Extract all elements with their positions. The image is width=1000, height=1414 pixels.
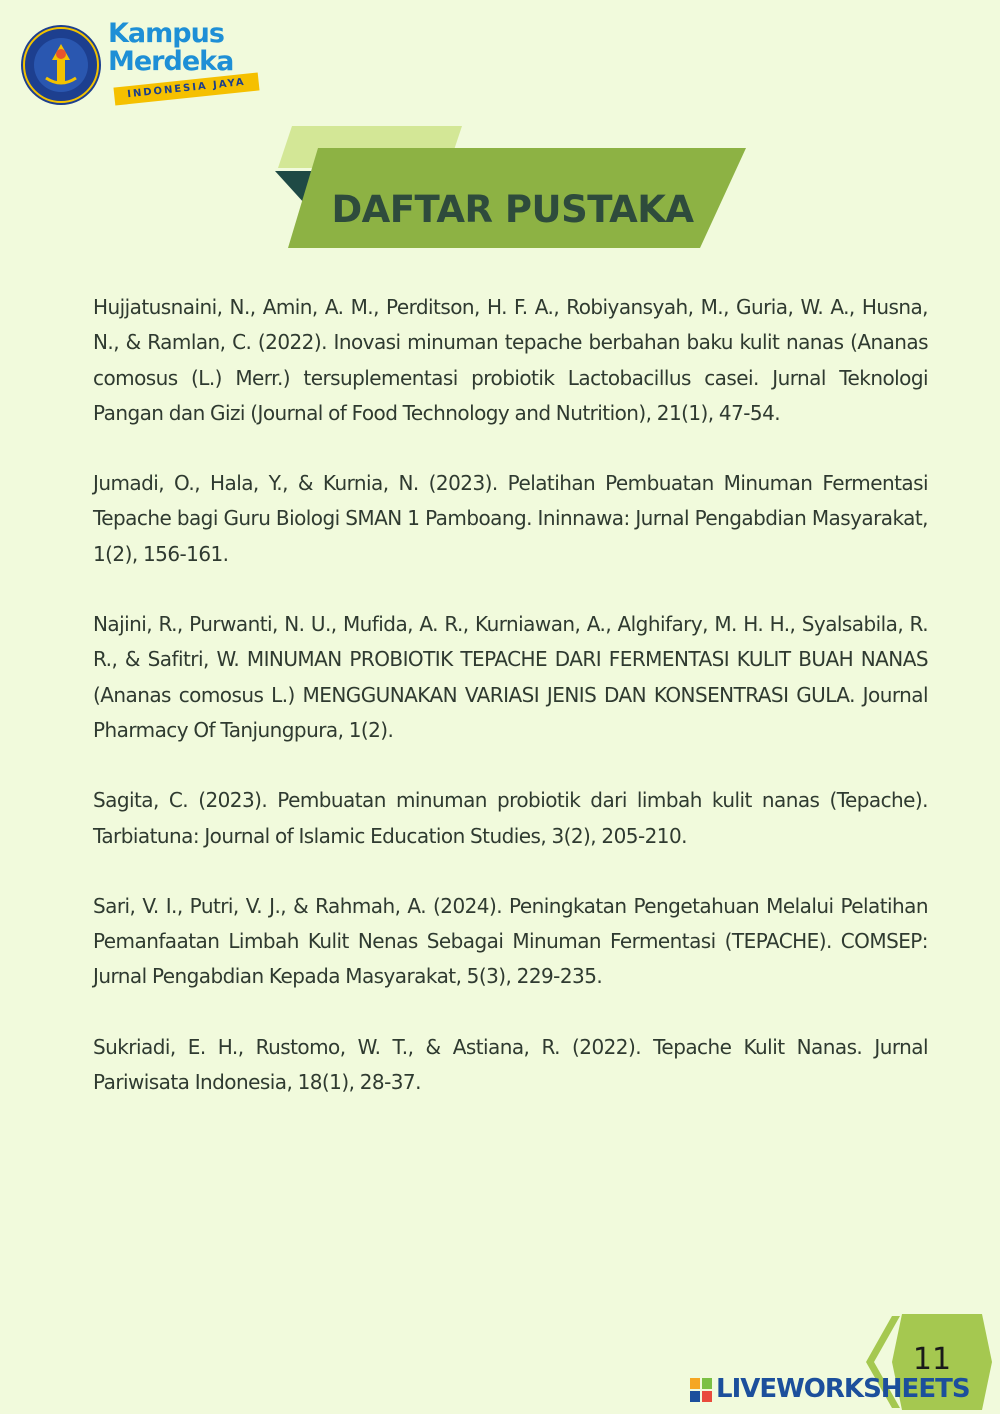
reference-item: Sukriadi, E. H., Rustomo, W. T., & Astiana, R. (2022). Tepache Kulit Nanas. Jurnal Pariwisata Indonesia, 18(1), 28-37. bbox=[93, 1034, 928, 1095]
liveworksheets-icon bbox=[690, 1378, 712, 1402]
page-title: DAFTAR PUSTAKA bbox=[331, 188, 694, 231]
reference-item: Najini, R., Purwanti, N. U., Mufida, A. R., Kurniawan, A., Alghifary, M. H. H., Syalsabila, R. R., & Safitri, W. MINUMAN PROBIOTIK TEPACHE DARI FERMENTASI KULIT BUAH NANAS (Ananas comosus L.) MENGGUNAKAN VARIASI JENIS DAN KONSENTRASI GULA. Journal Pharmacy Of Tanjungpura, 1(2). bbox=[93, 612, 928, 742]
university-seal-icon bbox=[20, 24, 102, 106]
header-logos bbox=[20, 18, 270, 108]
liveworksheets-text: LIVEWORKSHEETS bbox=[716, 1374, 970, 1404]
logo-tagline: INDONESIA JAYA bbox=[113, 72, 259, 105]
reference-item: Sari, V. I., Putri, V. J., & Rahmah, A. (2024). Peningkatan Pengetahuan Melalui Pelatihan Pemanfaatan Limbah Kulit Nenas Sebagai Minuman Fermentasi (TEPACHE). COMSEP: Jurnal Pengabdian Kepada Masyarakat, 5(3), 229-235. bbox=[93, 893, 928, 989]
title-banner bbox=[270, 126, 750, 251]
page-number: 11 bbox=[912, 1342, 952, 1377]
reference-list bbox=[93, 290, 928, 1135]
reference-item: Jumadi, O., Hala, Y., & Kurnia, N. (2023). Pelatihan Pembuatan Minuman Fermentasi Tepache bagi Guru Biologi SMAN 1 Pamboang. Ininnawa: Jurnal Pengabdian Masyarakat, 1(2), 156-161. bbox=[93, 471, 928, 566]
merdeka-word: Merdeka bbox=[108, 46, 234, 77]
reference-item: Sagita, C. (2023). Pembuatan minuman probiotik dari limbah kulit nanas (Tepache). Tarbiatuna: Journal of Islamic Education Studies, 3(2), 205-210. bbox=[93, 788, 928, 848]
kampus-merdeka-logo bbox=[108, 18, 273, 108]
reference-item: Hujjatusnaini, N., Amin, A. M., Perditson, H. F. A., Robiyansyah, M., Guria, W. A., Husna, N., & Ramlan, C. (2022). Inovasi minuman tepache berbahan baku kulit nanas (Ananas comosus (L.) Merr.) tersuplementasi probiotik Lactobacillus casei. Jurnal Teknologi Pangan dan Gizi (Journal of Food Technology and Nutrition), 21(1), 47-54. bbox=[93, 295, 928, 425]
liveworksheets-watermark bbox=[690, 1374, 995, 1406]
kampus-word: Kampus bbox=[108, 18, 224, 49]
